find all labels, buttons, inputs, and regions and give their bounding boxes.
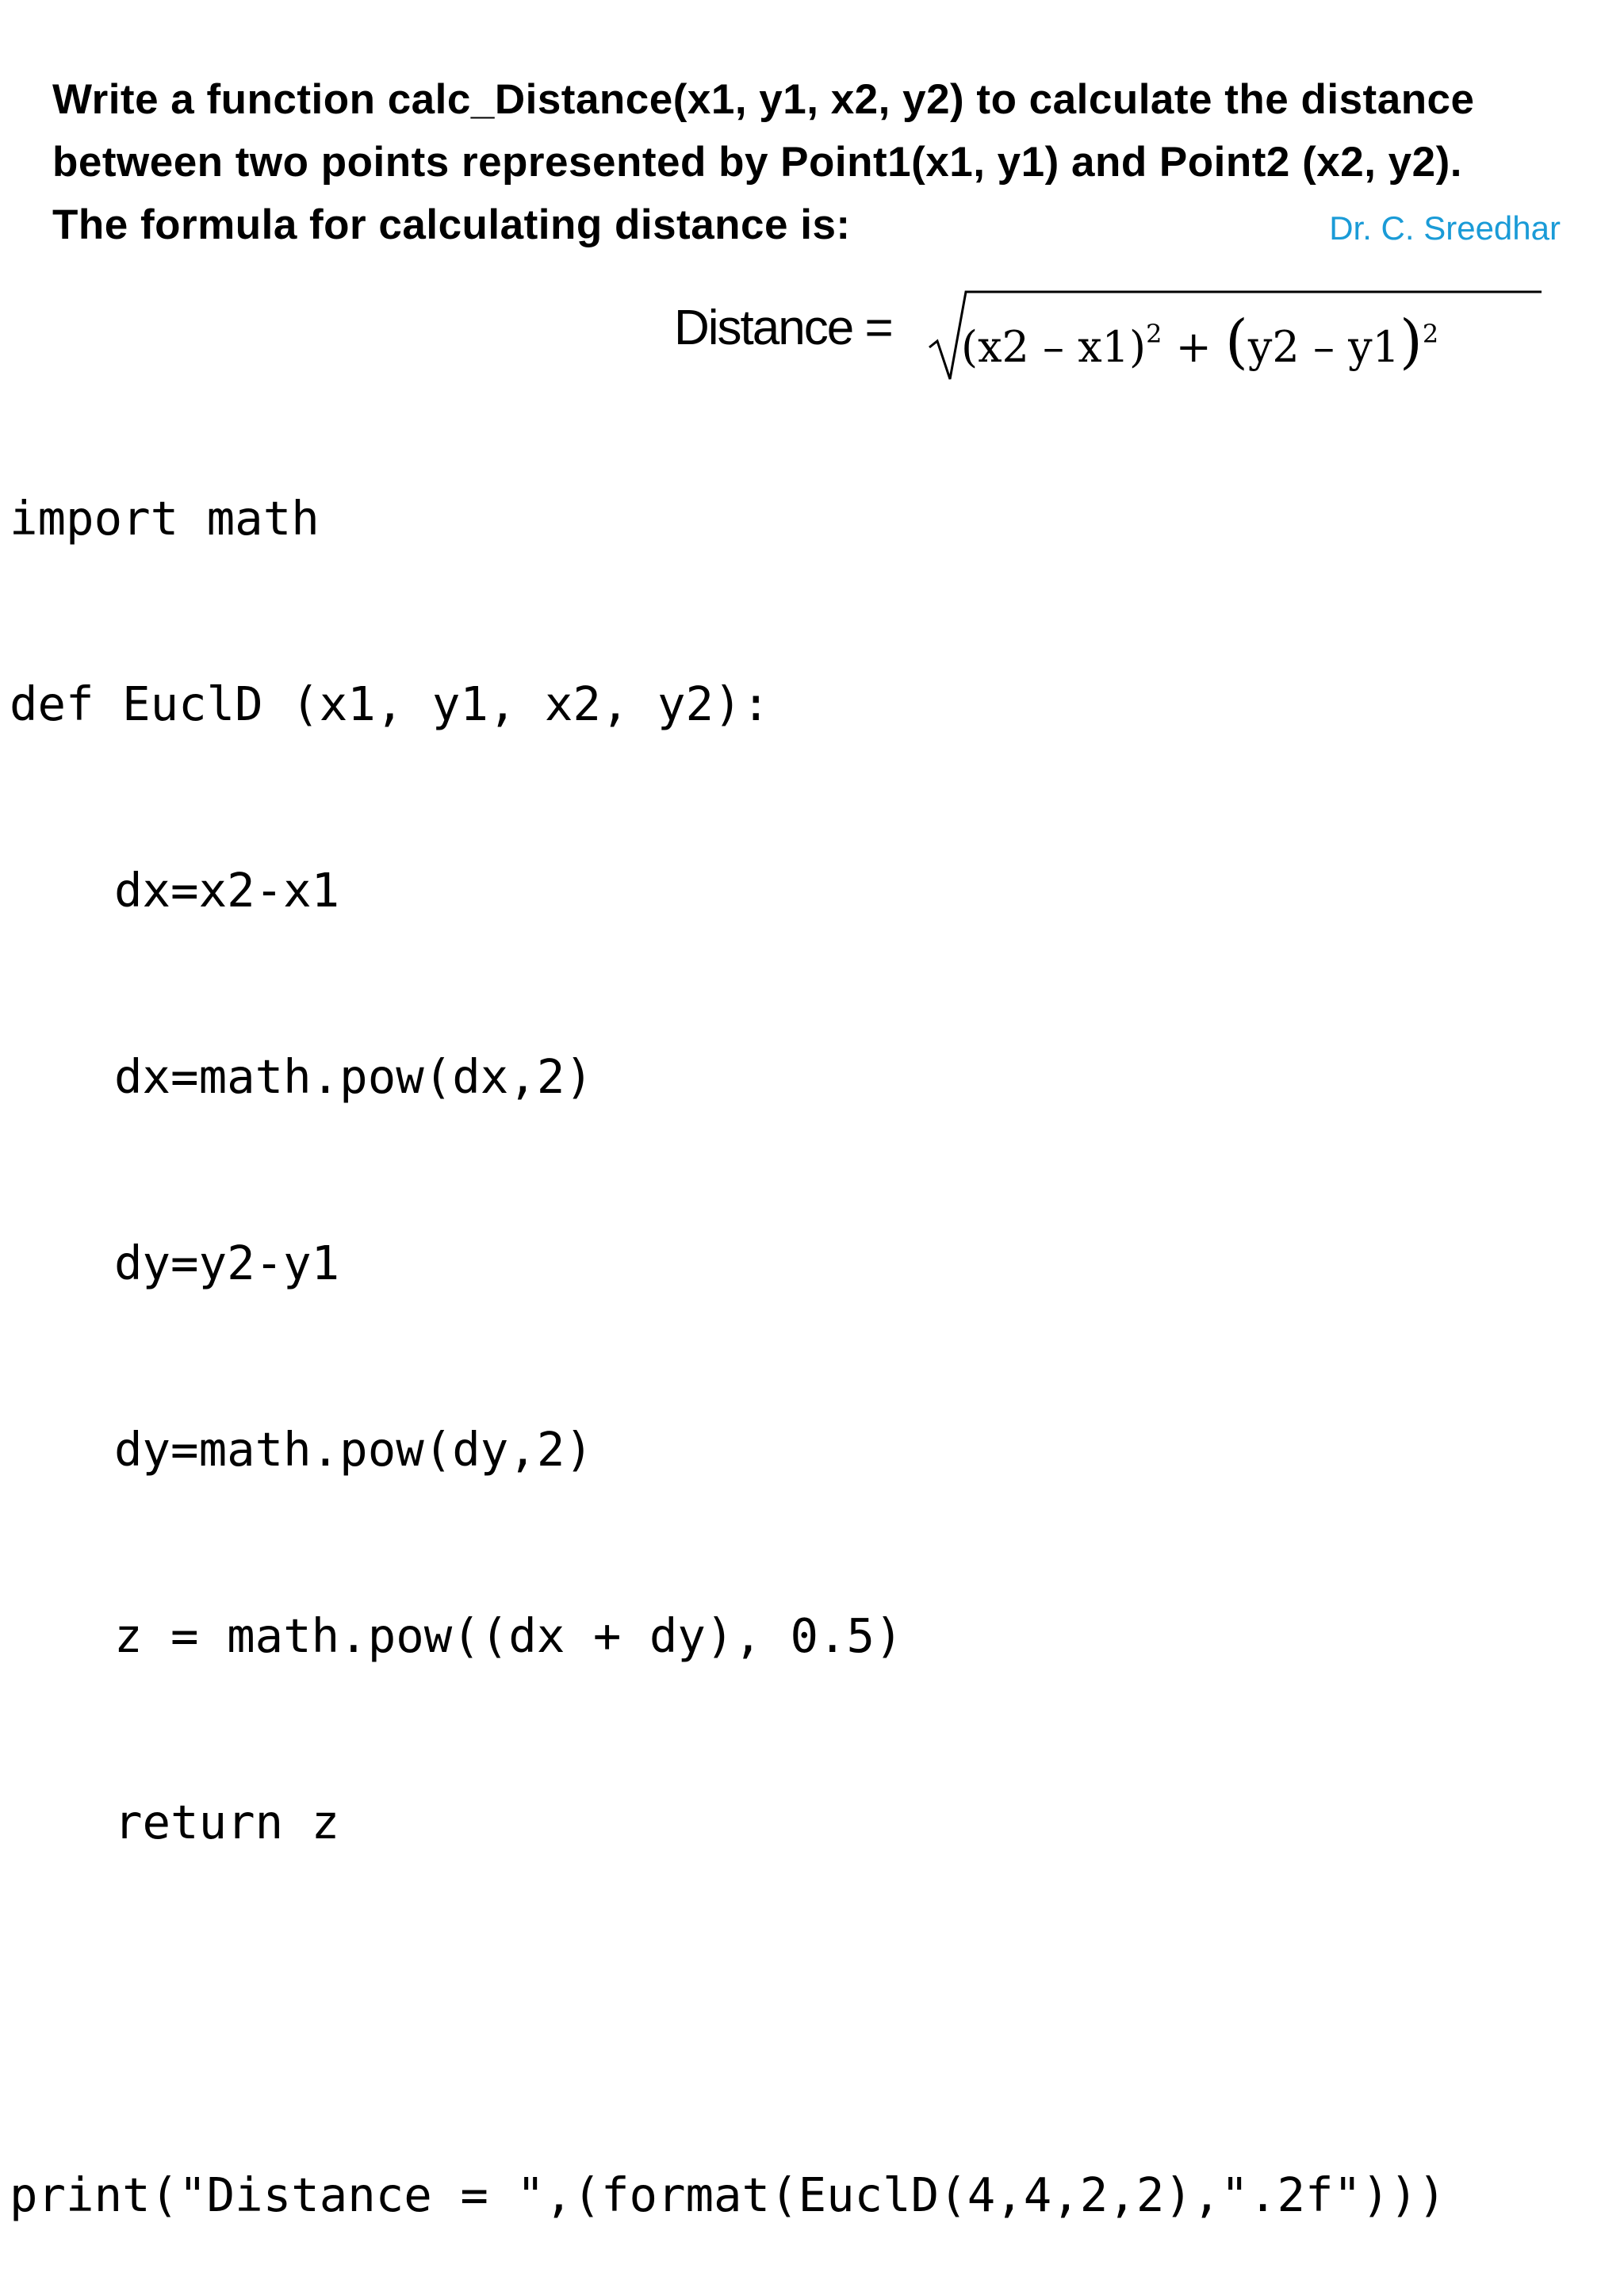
code-line: z = math.pow((dx + dy), 0.5) [114,1608,903,1663]
author-credit: Dr. C. Sreedhar [1329,209,1561,247]
code-line: dx=math.pow(dx,2) [114,1049,593,1105]
problem-line-1: Write a function calc_Distance(x1, y1, x2, y2) to calculate the distance [52,76,1475,123]
code-line: def EuclD (x1, y1, x2, y2): [10,676,771,732]
code-line: dy=math.pow(dy,2) [114,1422,593,1477]
formula-lhs: Distance = [674,301,892,355]
formula-close-paren: ) [1399,308,1423,376]
formula-term-1: (x2 – x1) [961,322,1147,372]
code-line: import math [10,490,320,546]
code-line [10,1978,1446,2040]
code-line: print("Distance = ",(format(EuclD(4,4,2,2),".2f"))) [10,2167,1446,2222]
code-block [10,363,1446,2288]
formula-plus: + [1175,322,1212,372]
formula-exponent-1: 2 [1146,319,1162,349]
problem-line-2: between two points represented by Point1(x1, y1) and Point2 (x2, y2). [52,139,1462,186]
formula-exponent-2: 2 [1422,319,1439,349]
code-line: dy=y2-y1 [114,1236,340,1291]
code-line: dx=x2-x1 [114,863,340,918]
code-line: return z [114,1794,340,1849]
problem-line-3: The formula for calculating distance is: [52,201,851,248]
formula-open-paren: ( [1225,308,1248,376]
formula-term-2: y2 – y1 [1247,322,1400,372]
